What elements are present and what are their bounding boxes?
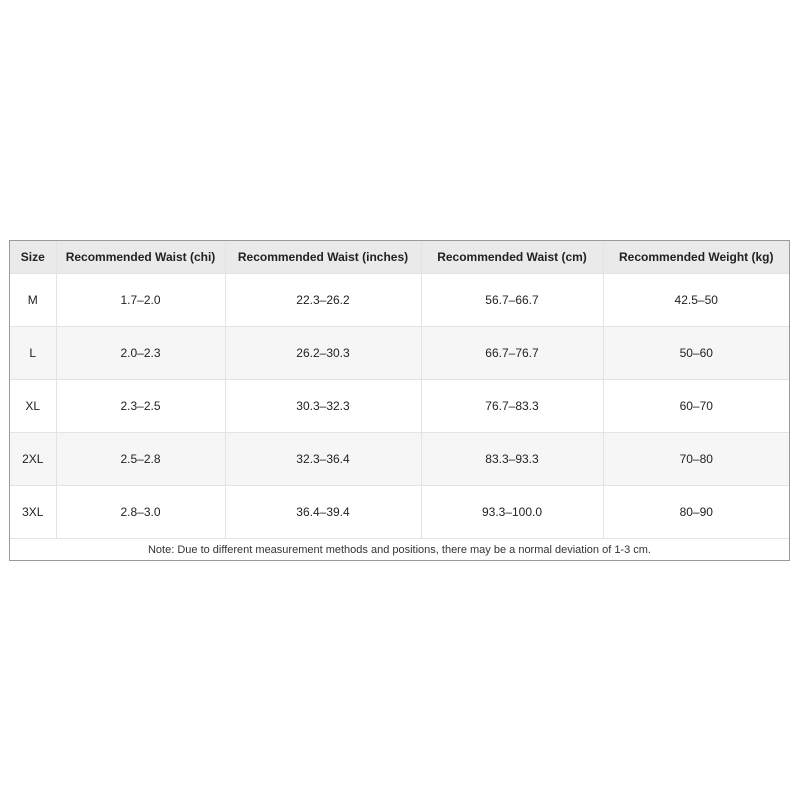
cell-waist-chi: 1.7–2.0 <box>56 274 225 327</box>
cell-weight-kg: 42.5–50 <box>603 274 789 327</box>
cell-waist-cm: 83.3–93.3 <box>421 433 603 486</box>
cell-waist-cm: 66.7–76.7 <box>421 327 603 380</box>
cell-weight-kg: 70–80 <box>603 433 789 486</box>
cell-weight-kg: 80–90 <box>603 486 789 539</box>
table-row <box>10 433 789 486</box>
size-table <box>10 241 789 539</box>
cell-size: 3XL <box>10 486 56 539</box>
cell-waist-cm: 56.7–66.7 <box>421 274 603 327</box>
cell-waist-inches: 32.3–36.4 <box>225 433 421 486</box>
table-row <box>10 380 789 433</box>
header-waist-inches: Recommended Waist (inches) <box>225 241 421 274</box>
cell-waist-inches: 26.2–30.3 <box>225 327 421 380</box>
header-row <box>10 241 789 274</box>
cell-waist-inches: 30.3–32.3 <box>225 380 421 433</box>
cell-waist-chi: 2.5–2.8 <box>56 433 225 486</box>
table-row <box>10 274 789 327</box>
header-waist-chi: Recommended Waist (chi) <box>56 241 225 274</box>
header-weight-kg: Recommended Weight (kg) <box>603 241 789 274</box>
cell-size: XL <box>10 380 56 433</box>
cell-waist-cm: 76.7–83.3 <box>421 380 603 433</box>
cell-size: 2XL <box>10 433 56 486</box>
header-size: Size <box>10 241 56 274</box>
table-row <box>10 327 789 380</box>
cell-waist-chi: 2.0–2.3 <box>56 327 225 380</box>
size-chart <box>9 240 790 561</box>
cell-weight-kg: 60–70 <box>603 380 789 433</box>
header-waist-cm: Recommended Waist (cm) <box>421 241 603 274</box>
cell-waist-chi: 2.3–2.5 <box>56 380 225 433</box>
table-row <box>10 486 789 539</box>
cell-weight-kg: 50–60 <box>603 327 789 380</box>
cell-waist-chi: 2.8–3.0 <box>56 486 225 539</box>
cell-waist-inches: 22.3–26.2 <box>225 274 421 327</box>
measurement-note: Note: Due to different measurement methods and positions, there may be a normal deviation of 1-3 cm. <box>147 544 651 556</box>
cell-size: L <box>10 327 56 380</box>
cell-size: M <box>10 274 56 327</box>
cell-waist-cm: 93.3–100.0 <box>421 486 603 539</box>
cell-waist-inches: 36.4–39.4 <box>225 486 421 539</box>
